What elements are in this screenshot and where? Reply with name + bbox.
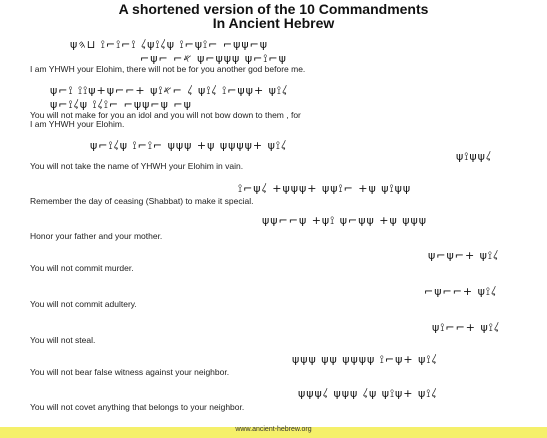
english-line: Honor your father and your mother. (30, 231, 163, 241)
hebrew-line: ψ𐤋 ⟟⌐⟟⌐⟟ ⊔𐤄ψ⟟𐤋ψ ⟟⌐ψ⟟⌐ ⌐ψψ⌐ψ (70, 38, 269, 51)
hebrew-line: ⌐ψ⌐ ⌐𐤀 ψ⌐ψψψ ψ⌐⟟⌐ψ (140, 52, 287, 65)
page-title: A shortened version of the 10 Commandments (118, 1, 429, 17)
hebrew-line: ψ⟟⌐⌐+ ψ⟟𐤋 (432, 321, 501, 334)
english-line: Remember the day of ceasing (Shabbat) to make it special. (30, 196, 254, 206)
hebrew-line: ψ⌐⟟ ⟟⟟ψ+ψ⌐⌐+ ψ⟟𐤋 ⌐𐤀 ψ⟟𐤋 ⟟⌐ψψ+ ψ⟟𐤋 (50, 84, 289, 97)
hebrew-line: ⟟⌐ψ𐤋 +ψψψ+ ψψ⟟⌐ +ψ ψ⟟ψψ (238, 182, 412, 195)
english-line: You will not covet anything that belongs to your neighbor. (30, 402, 245, 412)
page-subtitle: In Ancient Hebrew (212, 15, 335, 31)
english-line: You will not bear false witness against your neighbor. (30, 367, 230, 377)
hebrew-line: ⌐ψ⌐⌐+ ψ⟟𐤋 (424, 285, 498, 298)
english-line: You will not take the name of YHWH your Elohim in vain. (30, 161, 244, 171)
hebrew-line: ψψ⌐⌐ψ +ψ⟟ ψ⌐ψψ +ψ ψψψ (262, 214, 427, 227)
english-line: You will not commit adultery. (30, 299, 137, 309)
footer-url: www.ancient-hebrew.org (235, 426, 312, 433)
hebrew-line: ψ⌐ψ⌐+ ψ⟟𐤋 (428, 249, 500, 262)
english-line: You will not make for you an idol and you will not bow down to them , for (30, 110, 301, 120)
english-line: You will not steal. (30, 335, 96, 345)
hebrew-line: ψψψ𐤋 ψψψ 𐤋ψ ψ⟟ψ+ ψ⟟𐤋 (298, 387, 438, 400)
english-line: You will not commit murder. (30, 263, 134, 273)
english-line: I am YHWH your Elohim. (30, 119, 125, 129)
english-line: I am YHWH your Elohim, there will not be for you another god before me. (30, 64, 306, 74)
hebrew-line: ψ⌐⟟𐤋ψ ⟟⌐⟟⌐ ψψψ +ψ ψψψψ+ ψ⟟𐤋 (90, 139, 288, 152)
hebrew-line: ψψψ ψψ ψψψψ ⟟⌐ψ+ ψ⟟𐤋 (292, 353, 438, 366)
hebrew-line: ψ⌐⟟𐤋ψ ⟟𐤋⟟⌐ ⌐ψψ⌐ψ ⌐ψ (50, 98, 192, 111)
hebrew-line: ψ⟟ψψ𐤋 (456, 150, 493, 163)
